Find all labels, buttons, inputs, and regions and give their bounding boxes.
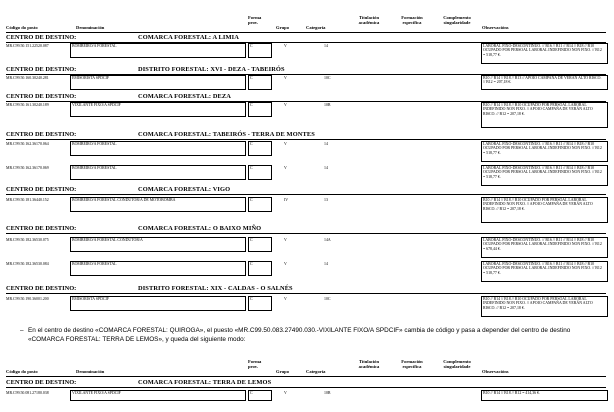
centre-name: DISTRITO FORESTAL: XIX - CALDAS - O SALNÉS	[138, 285, 293, 292]
cell-denom: BOMBEIRO/A FORESTAL CONDUTOR/A DE MOTOBOMBA	[72, 198, 176, 202]
centre-name: COMARCA FORESTAL: A LIMIA	[138, 34, 239, 41]
centre-label: CENTRO DE DESTINO:	[6, 186, 77, 193]
cell-code: MR.C99.50.182.36530.075	[6, 238, 49, 242]
divider	[6, 233, 606, 234]
cell-forma: C	[250, 297, 253, 301]
cell-observacions: B10 // B14 // B18 // B10 OCUPADO POR PERSOAL LABORAL INDEFINIDO NON FIXO. // APOIO CAMPAÑA DE VERÁN ALTO RISCO. // B12 = 207,18 €.	[483, 297, 593, 310]
cell-code: MR.C99.50.190.36001.200	[6, 297, 49, 301]
cell-grupo: V	[284, 44, 287, 48]
cell-observacions: LABORAL FIXO-DESCONTINUO. // B16 // B11 // B14 // B18 // B10 OCUPADO POR PERSOAL LABORAL INDEFINIDO NON FIXO. // B12 = 518,77 €.	[483, 142, 602, 155]
header-forma: Forma prov.	[248, 15, 262, 25]
divider	[6, 293, 606, 294]
cell-observacions: LABORAL FIXO-DESCONTINUO. // B16 // B11 // B14 // B18 // B10 OCUPADO POR PERSOAL LABORAL INDEFINIDO NON FIXO. // B12 = 518,77 €.	[483, 44, 602, 57]
centre-name: COMARCA FORESTAL: VIGO	[138, 186, 231, 193]
cell-denom: BOMBEIRO/A FORESTAL	[72, 262, 117, 266]
header-titulacion: Titulación académica	[358, 359, 380, 369]
cell-grupo: V	[284, 238, 287, 242]
cell-denom: EMISORISTA SPDCIF	[72, 297, 109, 301]
cell-code: MR.C99.50.162.36170.069	[6, 166, 49, 170]
note-dash: –	[20, 327, 24, 334]
centre-label: CENTRO DE DESTINO:	[6, 34, 77, 41]
header-denominacion: Denominación	[76, 25, 105, 30]
header-complemento: Complemento singularidade	[443, 15, 471, 25]
cell-grupo: V	[284, 391, 287, 395]
cell-grupo: V	[284, 142, 287, 146]
amendment-note	[20, 326, 606, 345]
note-text: En el centro de destino «COMARCA FORESTAL: QUIROGA», el puesto «MR.C99.50.083.27490.030.-VIXILANTE FIXO/A SPDCIF» cambia de código y pasa a depender del centro de destino «COMARCA FORESTAL: TERRA DE LEMOS», y queda del siguiente modo:	[28, 327, 571, 344]
cell-observacions: B10 // B14 // B18 // B10 OCUPADO POR PERSOAL LABORAL INDEFINIDO NON FIXO. // APOIO CAMPAÑA DE VERÁN ALTO RISCO. // B12 = 207,18 €.	[483, 198, 593, 211]
cell-denom: VIXILANTE FIXO/A SPDCIF	[72, 391, 121, 395]
centre-label: CENTRO DE DESTINO:	[6, 225, 77, 232]
centre-name: COMARCA FORESTAL: DEZA	[138, 93, 231, 100]
cell-observacions: B10 // B14 // B18 // B10 OCUPADO POR PERSOAL LABORAL INDEFINIDO NON FIXO. // APOIO CAMPAÑA DE VERÁN ALTO RISCO. // B12 = 207,18 €.	[483, 103, 593, 116]
cell-categoria: 14	[324, 142, 328, 146]
cell-forma: C	[250, 391, 253, 395]
cell-observacions: LABORAL FIXO-DESCONTINUO. // B16 // B11 // B14 // B18 // B10 OCUPADO POR PERSOAL LABORAL INDEFINIDO NON FIXO. // B12 = 518,77 €.	[483, 166, 602, 179]
cell-categoria: 10C	[324, 76, 331, 80]
cell-forma: C	[250, 238, 253, 242]
table-header	[6, 14, 606, 33]
cell-observacions: LABORAL FIXO-DESCONTINUO. // B16 // B11 // B14 // B18 // B10 OCUPADO POR PERSOAL LABORAL INDEFINIDO NON FIXO. // B12 = 678,44 €.	[483, 238, 602, 251]
cell-observacions: LABORAL FIXO-DESCONTINUO. // B16 // B11 // B14 // B18 // B10 OCUPADO POR PERSOAL LABORAL INDEFINIDO NON FIXO. // B12 = 518,77 €.	[483, 262, 602, 275]
header-codigo: Código do posto	[6, 369, 38, 374]
divider	[6, 139, 606, 140]
header-formacion: Formación específica	[401, 15, 423, 25]
cell-code: MR.C99.50.161.30240.189	[6, 103, 49, 107]
cell-denom: BOMBEIRO/A FORESTAL	[72, 166, 117, 170]
header-categoria: Categoría	[306, 25, 326, 30]
header-grupo: Grupo	[276, 25, 290, 30]
cell-code: MR.C99.50.162.36170.064	[6, 142, 49, 146]
header-categoria: Categoría	[306, 369, 326, 374]
cell-denom: BOMBEIRO/A FORESTAL	[72, 142, 117, 146]
cell-categoria: 14	[324, 44, 328, 48]
cell-denom: VIXILANTE FIXO/A SPDCIF	[72, 103, 121, 107]
cell-categoria: 14	[324, 262, 328, 266]
header-codigo: Código do posto	[6, 25, 38, 30]
header-observacions: Observacións	[482, 369, 509, 374]
centre-label: CENTRO DE DESTINO:	[6, 93, 77, 100]
centre-label: CENTRO DE DESTINO:	[6, 379, 77, 386]
cell-categoria: 10C	[324, 297, 331, 301]
cell-categoria: 10B	[324, 103, 331, 107]
centre-name: DISTRITO FORESTAL: XVI - DEZA - TABEIRÓS	[138, 66, 285, 73]
cell-observacions: B10 // B14 // B18 // B13 // APOIO CAMPAÑA DE VERÁN ALTO RISCO. // B12 = 207,18 €.	[483, 76, 602, 85]
cell-forma: C	[250, 166, 253, 170]
header-formacion: Formación específica	[401, 359, 423, 369]
header-denominacion: Denominación	[76, 369, 105, 374]
cell-denom: BOMBEIRO/A FORESTAL CONDUTOR/A	[72, 238, 143, 242]
cell-forma: C	[250, 76, 253, 80]
centre-name: COMARCA FORESTAL: TERRA DE LEMOS	[138, 379, 272, 386]
cell-code: MR.C99.50.181.36440.152	[6, 198, 49, 202]
centre-label: CENTRO DE DESTINO:	[6, 285, 77, 292]
cell-categoria: 14	[324, 166, 328, 170]
header-titulacion: Titulación académica	[358, 15, 380, 25]
cell-categoria: 10B	[324, 391, 331, 395]
cell-denom: BOMBEIRO/A FORESTAL	[72, 44, 117, 48]
cell-code: MR.C99.50.182.36530.084	[6, 262, 49, 266]
cell-forma: C	[250, 44, 253, 48]
cell-forma: C	[250, 103, 253, 107]
centre-label: CENTRO DE DESTINO:	[6, 66, 77, 73]
divider	[6, 194, 606, 195]
centre-label: CENTRO DE DESTINO:	[6, 131, 77, 138]
header-forma: Forma prov.	[248, 359, 262, 369]
centre-name: COMARCA FORESTAL: O BAIXO MIÑO	[138, 225, 262, 232]
divider	[6, 387, 606, 388]
cell-grupo: V	[284, 166, 287, 170]
cell-denom: EMISORISTA SPDCIF	[72, 76, 109, 80]
cell-grupo: IV	[284, 198, 289, 202]
header-observacions: Observacións	[482, 25, 509, 30]
cell-forma: C	[250, 262, 253, 266]
table-header	[6, 358, 606, 377]
cell-forma: C	[250, 198, 253, 202]
cell-categoria: 13	[324, 198, 328, 202]
centre-name: COMARCA FORESTAL: TABEIRÓS - TERRA DE MONTES	[138, 131, 315, 138]
header-grupo: Grupo	[276, 369, 290, 374]
cell-observacions: B10 // B14 // B18 // B12 = 414,36 €.	[483, 391, 540, 395]
cell-forma: C	[250, 142, 253, 146]
cell-categoria: 14A	[324, 238, 331, 242]
cell-code: MR.C99.50.160.30240.281	[6, 76, 49, 80]
cell-grupo: V	[284, 76, 287, 80]
cell-code: MR.C99.50.081.27180.038	[6, 391, 49, 395]
cell-grupo: V	[284, 297, 287, 301]
cell-code: MR.C99.50.151.22520.087	[6, 44, 49, 48]
header-complemento: Complemento singularidade	[443, 359, 471, 369]
cell-grupo: V	[284, 262, 287, 266]
cell-grupo: V	[284, 103, 287, 107]
